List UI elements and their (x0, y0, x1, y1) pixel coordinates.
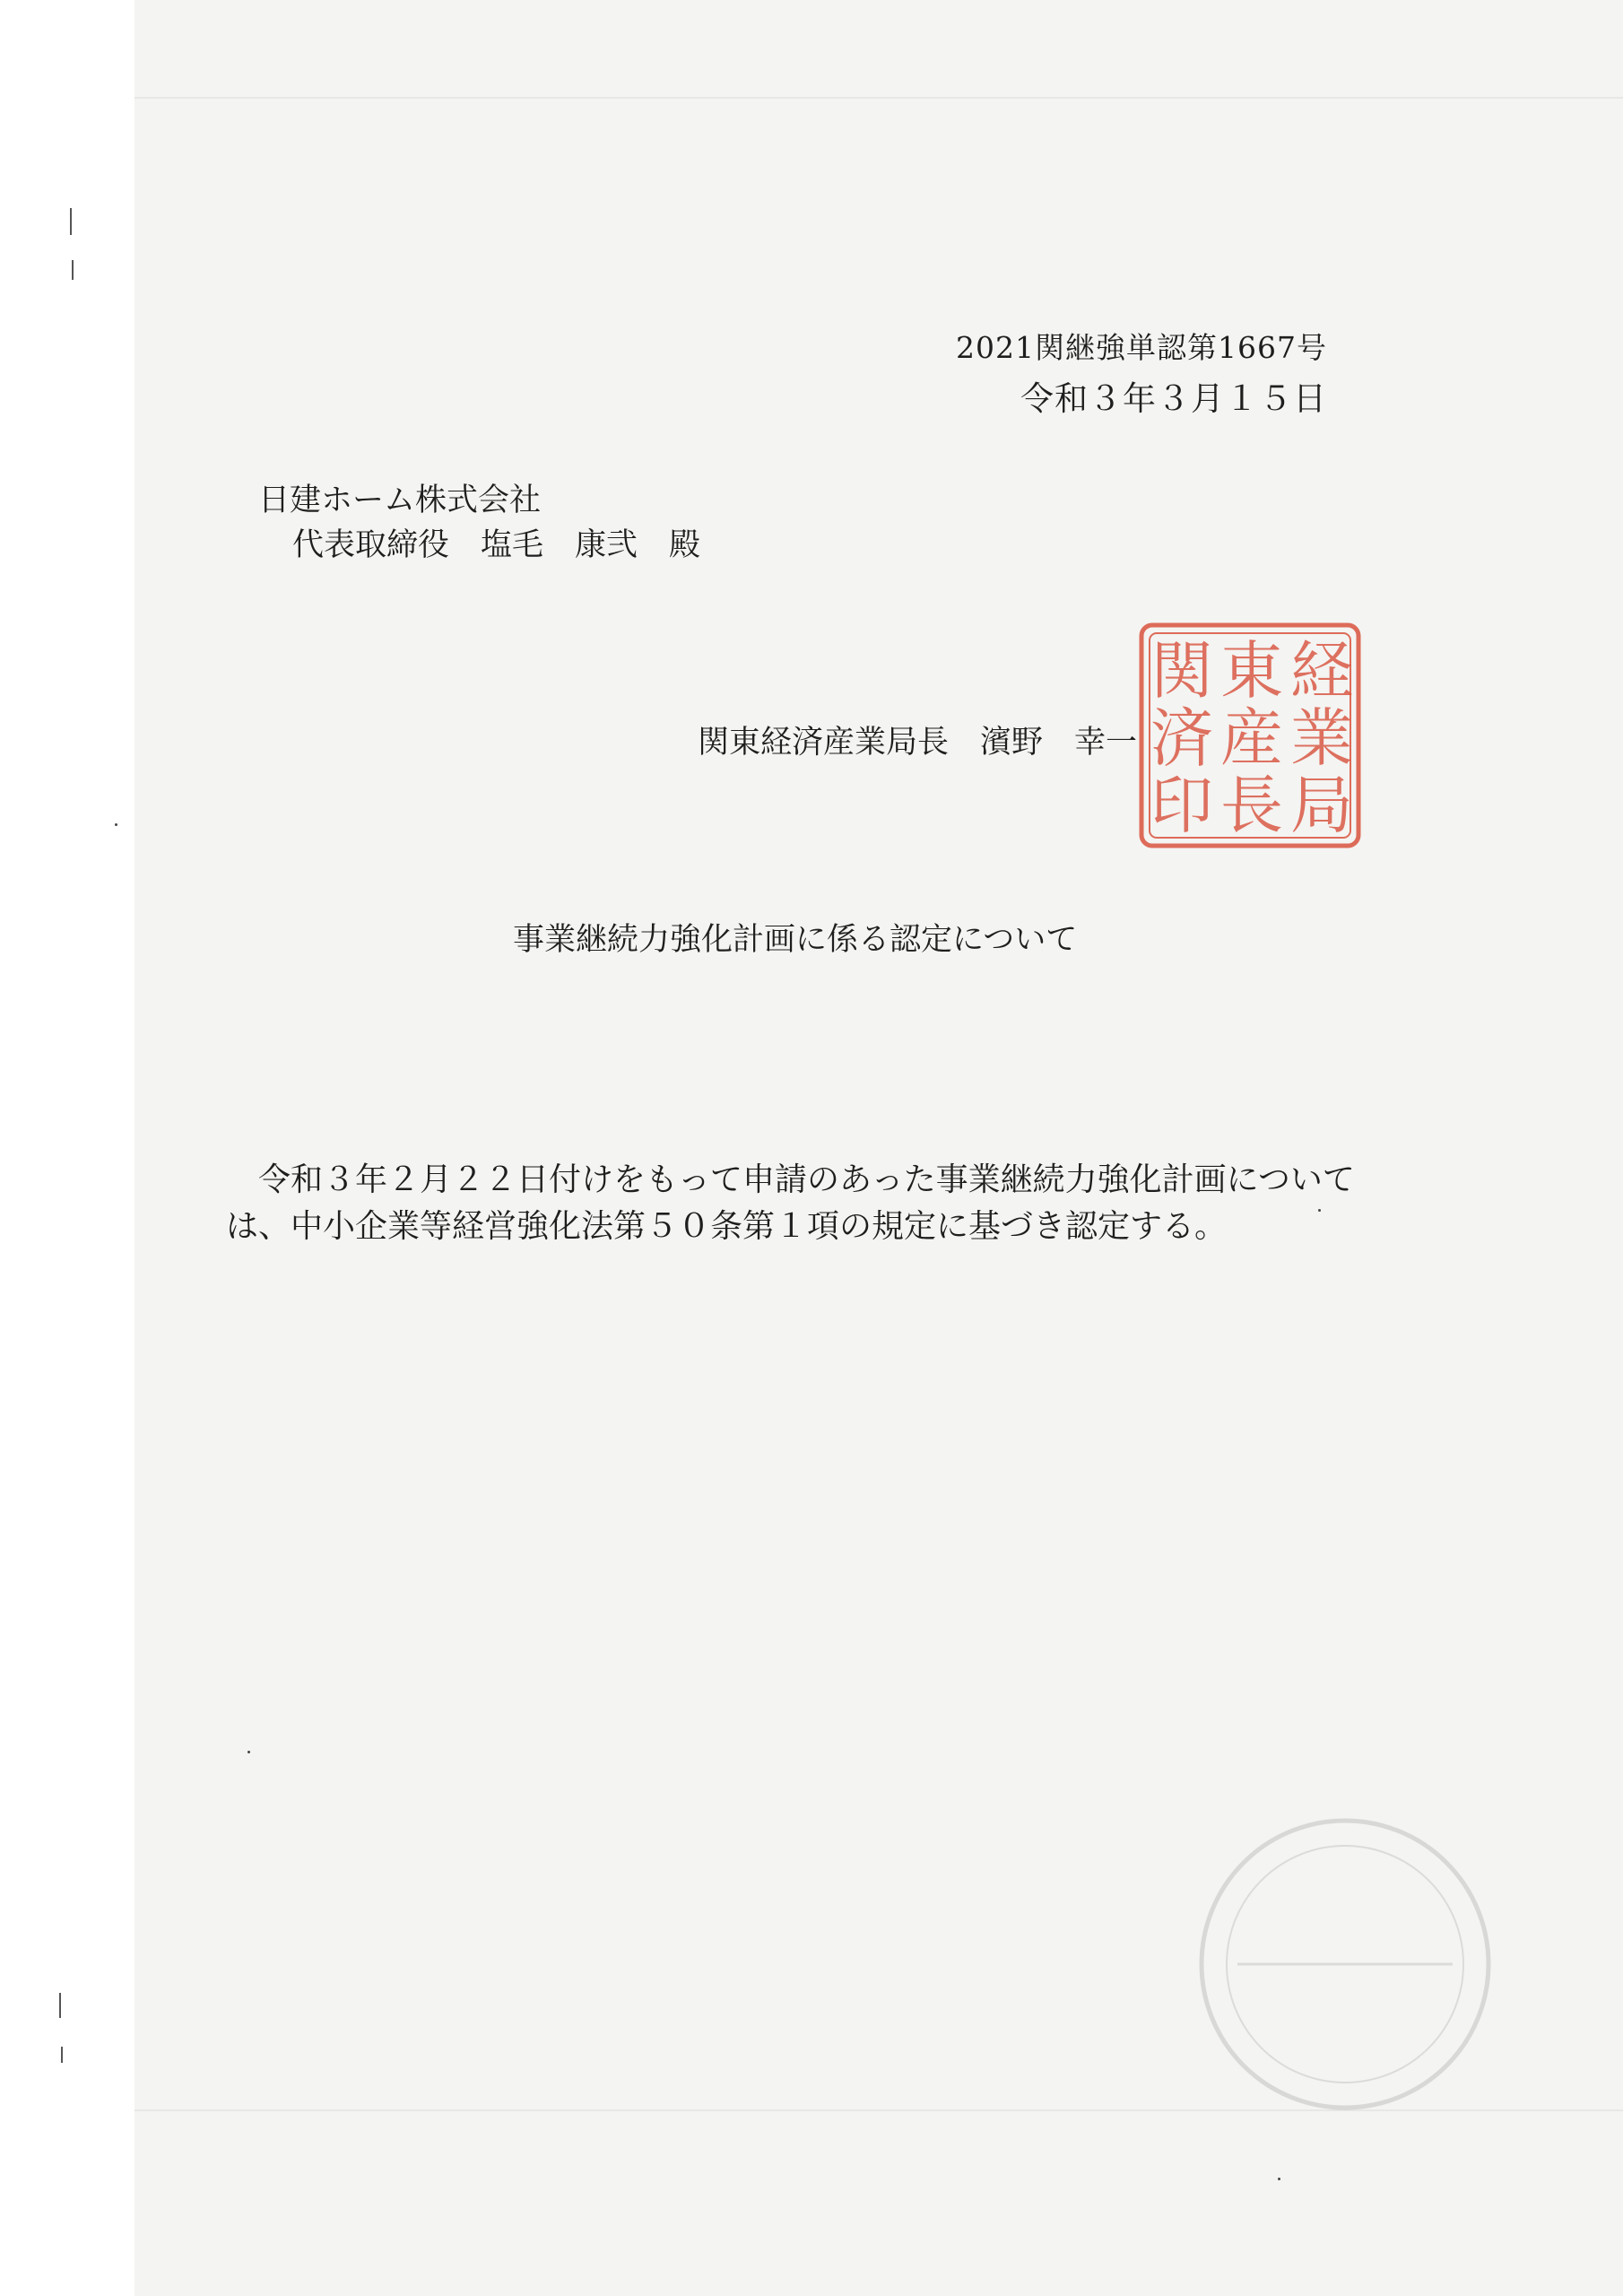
body-line: は、中小企業等経営強化法第５０条第１項の規定に基づき認定する。 (226, 1208, 1228, 1245)
recipient-person: 代表取締役 塩毛 康弐 殿 (292, 527, 701, 563)
body-paragraph (226, 1157, 1392, 1250)
seal-glyph: 経 (1290, 634, 1353, 708)
seal-glyph: 済 (1150, 701, 1213, 775)
seal-glyph: 産 (1220, 701, 1283, 775)
document-number: 2021関継強単認第1667号 (956, 330, 1327, 365)
scan-speck (1278, 2178, 1280, 2180)
seal-glyph: 関 (1150, 634, 1213, 708)
seal-glyph: 東 (1220, 634, 1283, 708)
seal-glyph: 業 (1290, 701, 1353, 775)
official-seal (1137, 621, 1363, 850)
scan-mark (61, 2047, 63, 2063)
scan-margin (0, 0, 135, 2296)
bleed-through-stamp (1184, 1803, 1506, 2126)
issue-date: 令和３年３月１５日 (1020, 379, 1327, 418)
seal-glyph: 局 (1290, 769, 1353, 842)
document-title: 事業継続力強化計画に係る認定について (513, 922, 1078, 958)
scan-mark (59, 1993, 61, 2018)
seal-glyph: 印 (1150, 769, 1213, 842)
body-line: 令和３年２月２２日付けをもって申請のあった事業継続力強化計画について (226, 1161, 1355, 1198)
scan-speck (247, 1751, 250, 1753)
seal-glyph: 長 (1220, 769, 1283, 842)
scan-mark (70, 208, 72, 235)
scan-speck (115, 823, 117, 826)
fold-line (135, 97, 1623, 99)
recipient-company: 日建ホーム株式会社 (258, 483, 542, 518)
scan-mark (72, 260, 74, 280)
issuer-name: 関東経済産業局長 濱野 幸一 (698, 725, 1138, 761)
